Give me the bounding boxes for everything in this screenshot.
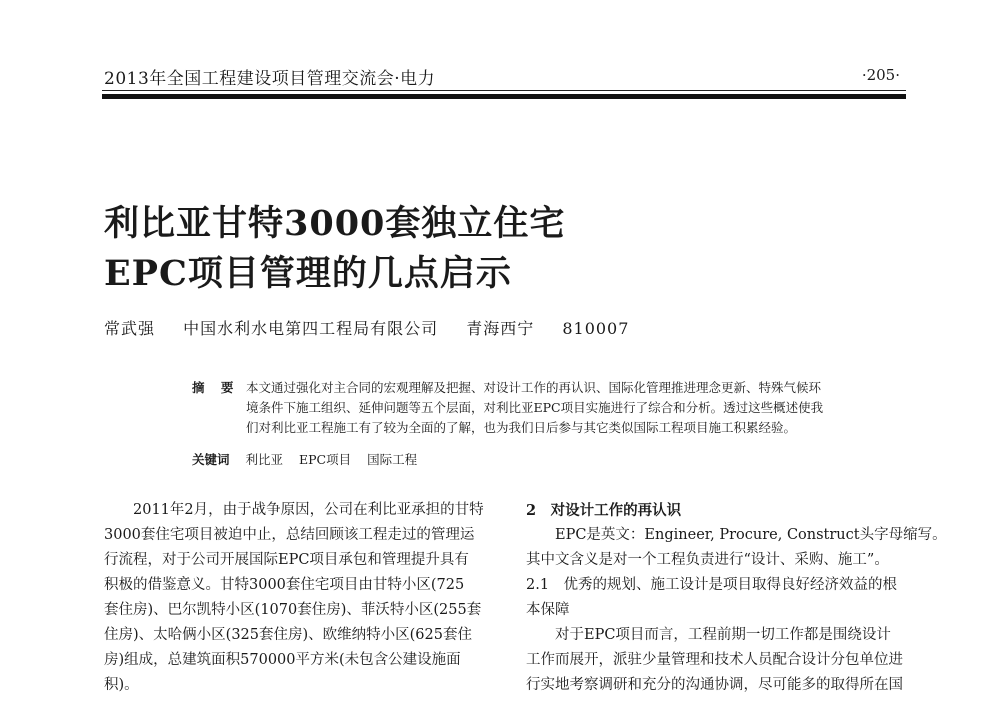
author-affiliation: 中国水利水电第四工程局有限公司 (183, 319, 439, 338)
author-name: 常武强 (104, 319, 156, 338)
abstract-line: 本文通过强化对主合同的宏观理解及把握、对设计工作的再认识、国际化管理推进理念更新、特殊气候环 (246, 380, 822, 395)
keywords (192, 450, 429, 468)
keywords-label: 关键词 (192, 452, 230, 467)
body-line: 积)。 (104, 677, 139, 693)
keyword: 国际工程 (367, 452, 418, 467)
body-column-left (104, 498, 492, 698)
body-line: 房)组成，总建筑面积570000平方米(未包含公建设施面 (104, 652, 461, 668)
section-heading: 2 对设计工作的再认识 (526, 502, 682, 519)
subsection-heading: 2.1 优秀的规划、施工设计是项目取得良好经济效益的根 (526, 577, 898, 593)
body-line: 行实地考察调研和充分的沟通协调，尽可能多的取得所在国 (526, 677, 903, 693)
body-line: 行流程，对于公司开展国际EPC项目承包和管理提升具有 (104, 552, 469, 568)
keyword: 利比亚 (245, 452, 284, 467)
paper-title-line-2: EPC项目管理的几点启示 (104, 253, 512, 294)
body-line: 住房)、太哈俩小区(325套住房)、欧维纳特小区(625套住 (104, 627, 472, 643)
keyword: EPC项目 (299, 452, 352, 467)
page-number: ·205· (861, 66, 900, 84)
body-line: 其中文含义是对一个工程负责进行“设计、采购、施工”。 (526, 552, 889, 568)
abstract-line: 境条件下施工组织、延伸问题等五个层面，对利比亚EPC项目实施进行了综合和分析。透过这些概述使我 (246, 400, 824, 415)
body-line: 积极的借鉴意义。甘特3000套住宅项目由甘特小区(725 (104, 577, 465, 593)
subsection-heading: 本保障 (526, 602, 570, 618)
running-head: 2013年全国工程建设项目管理交流会·电力 (104, 69, 436, 89)
header-rule-thick (102, 94, 906, 99)
abstract-label: 摘 要 (192, 380, 240, 395)
author-location: 青海西宁 (466, 319, 535, 338)
body-line: EPC是英文：Engineer, Procure, Construct头字母缩写。 (555, 527, 947, 543)
abstract-line: 们对利比亚工程施工有了较为全面的了解，也为我们日后参与其它类似国际工程项目施工积累经验。 (246, 420, 797, 435)
body-line: 3000套住宅项目被迫中止，总结回顾该工程走过的管理运 (104, 527, 475, 543)
author-line (104, 316, 651, 339)
header-rule-thin (102, 90, 906, 91)
abstract (192, 378, 882, 438)
body-line: 套住房)、巴尔凯特小区(1070套住房)、菲沃特小区(255套 (104, 602, 482, 618)
paper-title-line-1: 利比亚甘特3000套独立住宅 (104, 203, 566, 244)
body-column-right (526, 498, 947, 698)
body-line: 工作而展开，派驻少量管理和技术人员配合设计分包单位进 (526, 652, 903, 668)
author-postcode: 810007 (562, 319, 630, 338)
body-line: 对于EPC项目而言，工程前期一切工作都是围绕设计 (555, 627, 891, 643)
body-line: 2011年2月，由于战争原因，公司在利比亚承担的甘特 (133, 502, 484, 518)
